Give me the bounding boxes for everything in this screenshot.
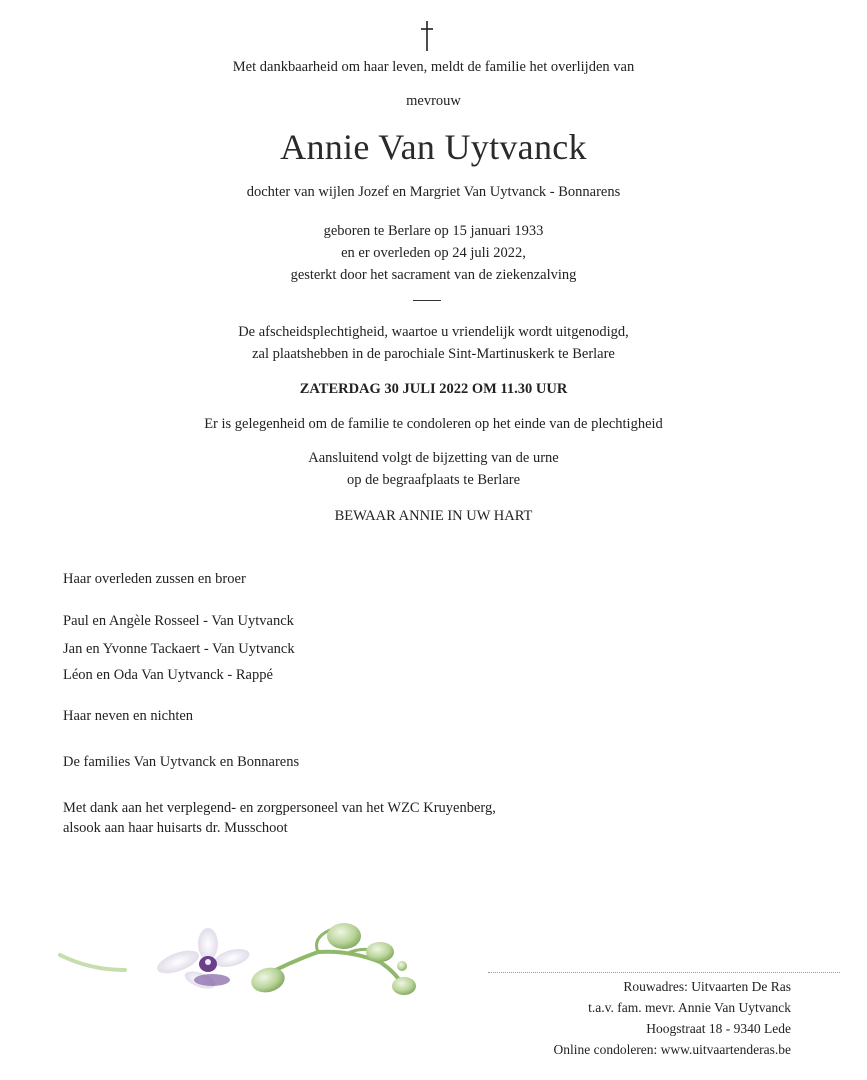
families-text: De families Van Uytvanck en Bonnarens bbox=[63, 754, 300, 770]
online-condolence-link[interactable]: Online condoleren: www.uitvaartenderas.be bbox=[553, 1042, 791, 1057]
ceremony-line-1: De afscheidsplechtigheid, waartoe u vriendelijk wordt uitgenodigd, bbox=[238, 324, 629, 340]
born-text: geboren te Berlare op 15 januari 1933 bbox=[323, 223, 544, 239]
nephews-text: Haar neven en nichten bbox=[63, 708, 194, 724]
thanks-line-2: alsook aan haar huisarts dr. Musschoot bbox=[63, 820, 288, 836]
sacrament-text: gesterkt door het sacrament van de ziekenzalving bbox=[290, 267, 577, 283]
orchid-branch-illustration bbox=[50, 900, 430, 1020]
died-text: en er overleden op 24 juli 2022, bbox=[341, 245, 526, 261]
ceremony-line-2: zal plaatshebben in de parochiale Sint-Martinuskerk te Berlare bbox=[252, 346, 615, 362]
address-line-1: Rouwadres: Uitvaarten De Ras bbox=[623, 979, 791, 994]
sibling-line: Léon en Oda Van Uytvanck - Rappé bbox=[63, 667, 273, 683]
motto-text: BEWAAR ANNIE IN UW HART bbox=[334, 508, 533, 524]
separator-rule bbox=[413, 300, 441, 301]
siblings-heading: Haar overleden zussen en broer bbox=[63, 571, 246, 587]
cross-icon bbox=[418, 20, 436, 52]
sibling-line: Paul en Angèle Rosseel - Van Uytvanck bbox=[63, 613, 294, 629]
sibling-line: Jan en Yvonne Tackaert - Van Uytvanck bbox=[63, 641, 295, 657]
burial-line-1: Aansluitend volgt de bijzetting van de urne bbox=[308, 450, 559, 466]
footer-dotted-rule bbox=[488, 972, 840, 973]
condolence-text: Er is gelegenheid om de familie te condoleren op het einde van de plechtigheid bbox=[204, 416, 663, 432]
title-prefix: mevrouw bbox=[406, 93, 461, 109]
intro-text: Met dankbaarheid om haar leven, meldt de familie het overlijden van bbox=[232, 59, 635, 75]
deceased-name: Annie Van Uytvanck bbox=[280, 127, 587, 167]
thanks-line-1: Met dank aan het verplegend- en zorgpersoneel van het WZC Kruyenberg, bbox=[63, 800, 496, 816]
burial-line-2: op de begraafplaats te Berlare bbox=[346, 472, 521, 488]
address-line-2: t.a.v. fam. mevr. Annie Van Uytvanck bbox=[588, 1000, 791, 1015]
parents-text: dochter van wijlen Jozef en Margriet Van Uytvanck - Bonnarens bbox=[246, 184, 621, 200]
ceremony-date: ZATERDAG 30 JULI 2022 OM 11.30 UUR bbox=[299, 381, 568, 397]
address-line-3: Hoogstraat 18 - 9340 Lede bbox=[646, 1021, 791, 1036]
